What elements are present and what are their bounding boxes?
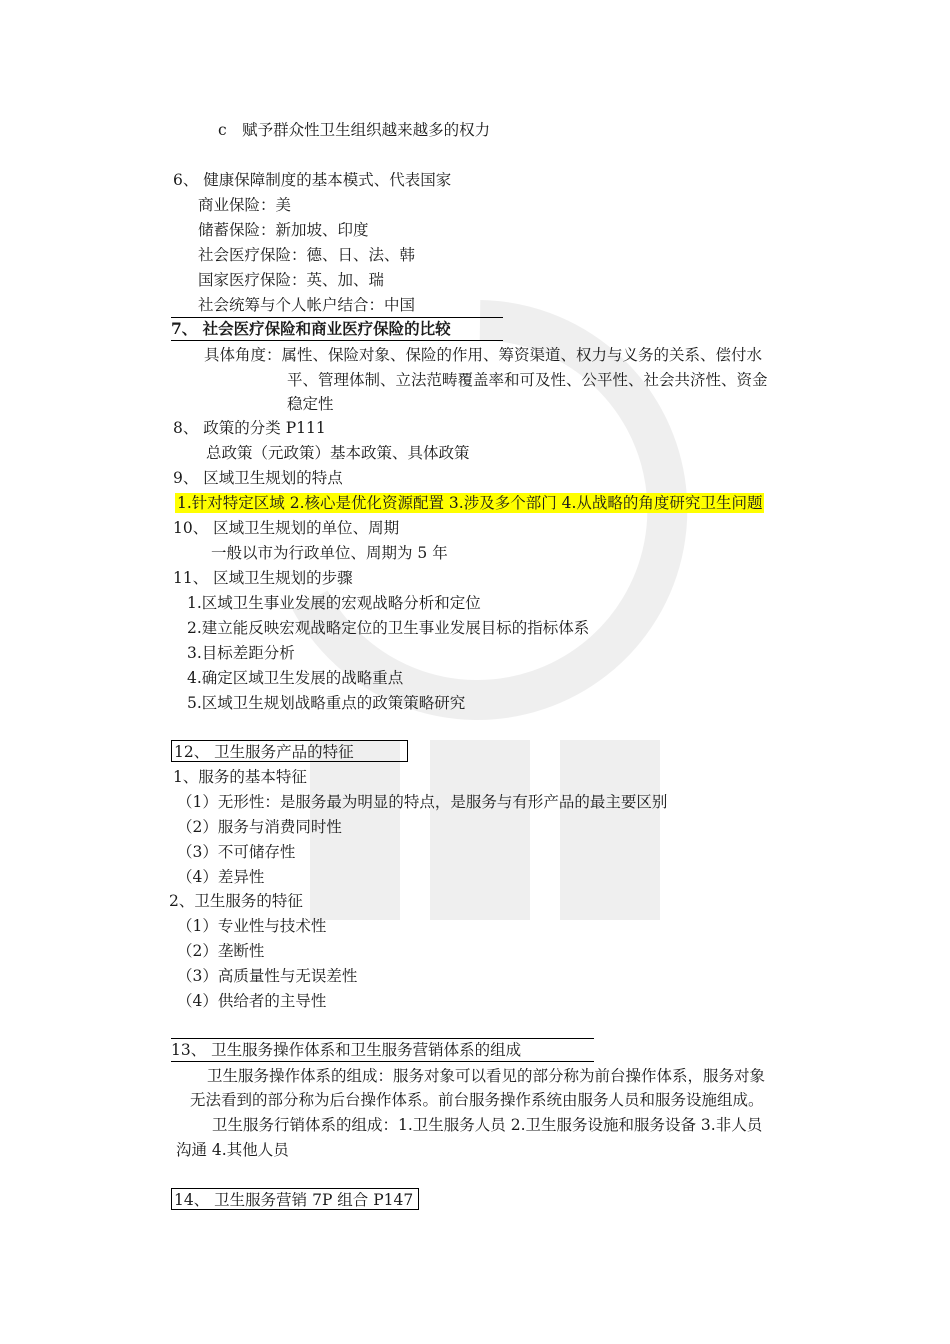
section-heading: 11、 区域卫生规划的步骤 bbox=[173, 569, 353, 587]
text-line: 总政策（元政策）基本政策、具体政策 bbox=[206, 444, 470, 462]
section-heading: 10、 区域卫生规划的单位、周期 bbox=[173, 519, 400, 537]
list-item: （4）供给者的主导性 bbox=[177, 992, 327, 1010]
section-heading-boxed: 14、 卫生服务营销 7P 组合 P147 bbox=[171, 1188, 419, 1210]
list-item: 4.确定区域卫生发展的战略重点 bbox=[187, 669, 404, 687]
section-heading-boxed: 13、 卫生服务操作体系和卫生服务营销体系的组成 bbox=[171, 1038, 594, 1062]
text-line: 1、服务的基本特征 bbox=[173, 768, 307, 786]
text-line: c 赋予群众性卫生组织越来越多的权力 bbox=[218, 121, 491, 139]
list-item: 3.目标差距分析 bbox=[187, 644, 295, 662]
text-line: 稳定性 bbox=[287, 395, 334, 413]
list-item: （3）不可储存性 bbox=[177, 843, 296, 861]
list-item: （2）垄断性 bbox=[177, 942, 265, 960]
list-item: 1.区域卫生事业发展的宏观战略分析和定位 bbox=[187, 594, 481, 612]
text-line: 社会医疗保险：德、日、法、韩 bbox=[198, 246, 416, 264]
list-item: （2）服务与消费同时性 bbox=[177, 818, 342, 836]
text-line: 2、卫生服务的特征 bbox=[169, 892, 303, 910]
section-heading-boxed: 12、 卫生服务产品的特征 bbox=[171, 740, 408, 762]
section-heading: 8、 政策的分类 P111 bbox=[173, 419, 326, 437]
section-heading: 9、 区域卫生规划的特点 bbox=[173, 469, 343, 487]
highlighted-text: 1.针对特定区域 2.核心是优化资源配置 3.涉及多个部门 4.从战略的角度研究卫生问题 bbox=[177, 494, 763, 512]
text-line: 沟通 4.其他人员 bbox=[176, 1141, 289, 1159]
text-line: 储蓄保险：新加坡、印度 bbox=[198, 221, 369, 239]
text-line: 商业保险：美 bbox=[198, 196, 292, 214]
list-item: 2.建立能反映宏观战略定位的卫生事业发展目标的指标体系 bbox=[187, 619, 590, 637]
list-item: （1）无形性：是服务最为明显的特点，是服务与有形产品的最主要区别 bbox=[177, 793, 668, 811]
section-heading-boxed: 7、 社会医疗保险和商业医疗保险的比较 bbox=[171, 317, 503, 341]
text-line: 卫生服务操作体系的组成：服务对象可以看见的部分称为前台操作体系，服务对象 bbox=[207, 1067, 766, 1085]
text-line: 无法看到的部分称为后台操作体系。前台服务操作系统由服务人员和服务设施组成。 bbox=[190, 1091, 764, 1109]
text-line: 国家医疗保险：英、加、瑞 bbox=[198, 271, 385, 289]
list-item: （3）高质量性与无误差性 bbox=[177, 967, 358, 985]
list-item: 5.区域卫生规划战略重点的政策策略研究 bbox=[187, 694, 466, 712]
text-line: 社会统筹与个人帐户结合：中国 bbox=[198, 296, 416, 314]
section-heading: 6、 健康保障制度的基本模式、代表国家 bbox=[173, 171, 452, 189]
text-line: 一般以市为行政单位、周期为 5 年 bbox=[211, 544, 448, 562]
text-line: 平、管理体制、立法范畴覆盖率和可及性、公平性、社会共济性、资金 bbox=[287, 371, 768, 389]
list-item: （1）专业性与技术性 bbox=[177, 917, 327, 935]
text-line: 卫生服务行销体系的组成：1.卫生服务人员 2.卫生服务设施和服务设备 3.非人员 bbox=[212, 1116, 763, 1134]
list-item: （4）差异性 bbox=[177, 868, 265, 886]
text-line: 具体角度：属性、保险对象、保险的作用、筹资渠道、权力与义务的关系、偿付水 bbox=[204, 346, 763, 364]
